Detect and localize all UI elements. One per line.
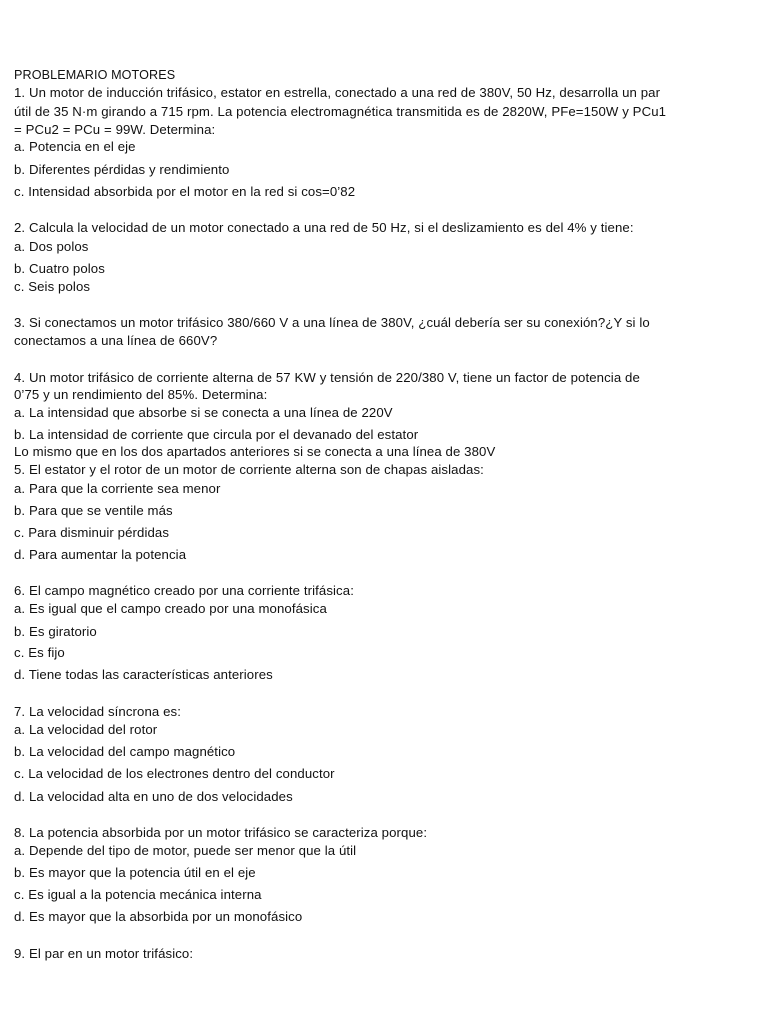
problem-6-item-d: d. Tiene todas las características anteriores	[14, 667, 273, 682]
problem-8-item-d: d. Es mayor que la absorbida por un monofásico	[14, 909, 303, 924]
problem-4-item-a: a. La intensidad que absorbe si se conecta a una línea de 220V	[14, 405, 393, 420]
problem-4-item-b: b. La intensidad de corriente que circula por el devanado del estator	[14, 427, 419, 442]
problem-5-item-d: d. Para aumentar la potencia	[14, 547, 187, 562]
problem-9-line-1: 9. El par en un motor trifásico:	[14, 946, 194, 961]
problem-8-item-b: b. Es mayor que la potencia útil en el eje	[14, 865, 256, 880]
problem-5-item-a: a. Para que la corriente sea menor	[14, 481, 221, 496]
problem-6-item-b: b. Es giratorio	[14, 624, 97, 639]
problem-1-line-3: = PCu2 = PCu = 99W. Determina:	[14, 122, 216, 137]
problem-7-item-a: a. La velocidad del rotor	[14, 722, 158, 737]
problem-7-line-1: 7. La velocidad síncrona es:	[14, 704, 182, 719]
problem-1-line-2: útil de 35 N·m girando a 715 rpm. La potencia electromagnética transmitida es de 2820W, PFe=150W y PCu1	[14, 104, 667, 119]
problem-2-item-c: c. Seis polos	[14, 279, 91, 294]
problem-2-line-1: 2. Calcula la velocidad de un motor conectado a una red de 50 Hz, si el deslizamiento es del 4% y tiene:	[14, 220, 634, 235]
problem-1-item-a: a. Potencia en el eje	[14, 139, 136, 154]
document-title: PROBLEMARIO MOTORES	[14, 68, 176, 82]
problem-5-item-b: b. Para que se ventile más	[14, 503, 173, 518]
problem-6-item-c: c. Es fijo	[14, 645, 65, 660]
problem-8-line-1: 8. La potencia absorbida por un motor trifásico se caracteriza porque:	[14, 825, 428, 840]
problem-6-item-a: a. Es igual que el campo creado por una monofásica	[14, 601, 327, 616]
problem-4-note: Lo mismo que en los dos apartados anteriores si se conecta a una línea de 380V	[14, 444, 496, 459]
problem-8-item-a: a. Depende del tipo de motor, puede ser menor que la útil	[14, 843, 357, 858]
problem-2-item-a: a. Dos polos	[14, 239, 89, 254]
problem-1-line-1: 1. Un motor de inducción trifásico, estator en estrella, conectado a una red de 380V, 50 Hz, desarrolla un par	[14, 85, 661, 100]
problem-3-line-2: conectamos a una línea de 660V?	[14, 333, 218, 348]
problem-4-line-2: 0’75 y un rendimiento del 85%. Determina:	[14, 387, 268, 402]
problem-8-item-c: c. Es igual a la potencia mecánica interna	[14, 887, 262, 902]
problem-5-line-1: 5. El estator y el rotor de un motor de corriente alterna son de chapas aisladas:	[14, 462, 484, 477]
problem-3-line-1: 3. Si conectamos un motor trifásico 380/660 V a una línea de 380V, ¿cuál debería ser su conexión?¿Y si lo	[14, 315, 650, 330]
problem-7-item-d: d. La velocidad alta en uno de dos velocidades	[14, 789, 293, 804]
problem-7-item-b: b. La velocidad del campo magnético	[14, 744, 236, 759]
problem-7-item-c: c. La velocidad de los electrones dentro del conductor	[14, 766, 335, 781]
problem-6-line-1: 6. El campo magnético creado por una corriente trifásica:	[14, 583, 354, 598]
problem-1-item-b: b. Diferentes pérdidas y rendimiento	[14, 162, 230, 177]
problem-2-item-b: b. Cuatro polos	[14, 261, 105, 276]
problem-1-item-c: c. Intensidad absorbida por el motor en la red si cos=0’82	[14, 184, 356, 199]
problem-4-line-1: 4. Un motor trifásico de corriente alterna de 57 KW y tensión de 220/380 V, tiene un factor de potencia de	[14, 370, 640, 385]
problem-5-item-c: c. Para disminuir pérdidas	[14, 525, 170, 540]
